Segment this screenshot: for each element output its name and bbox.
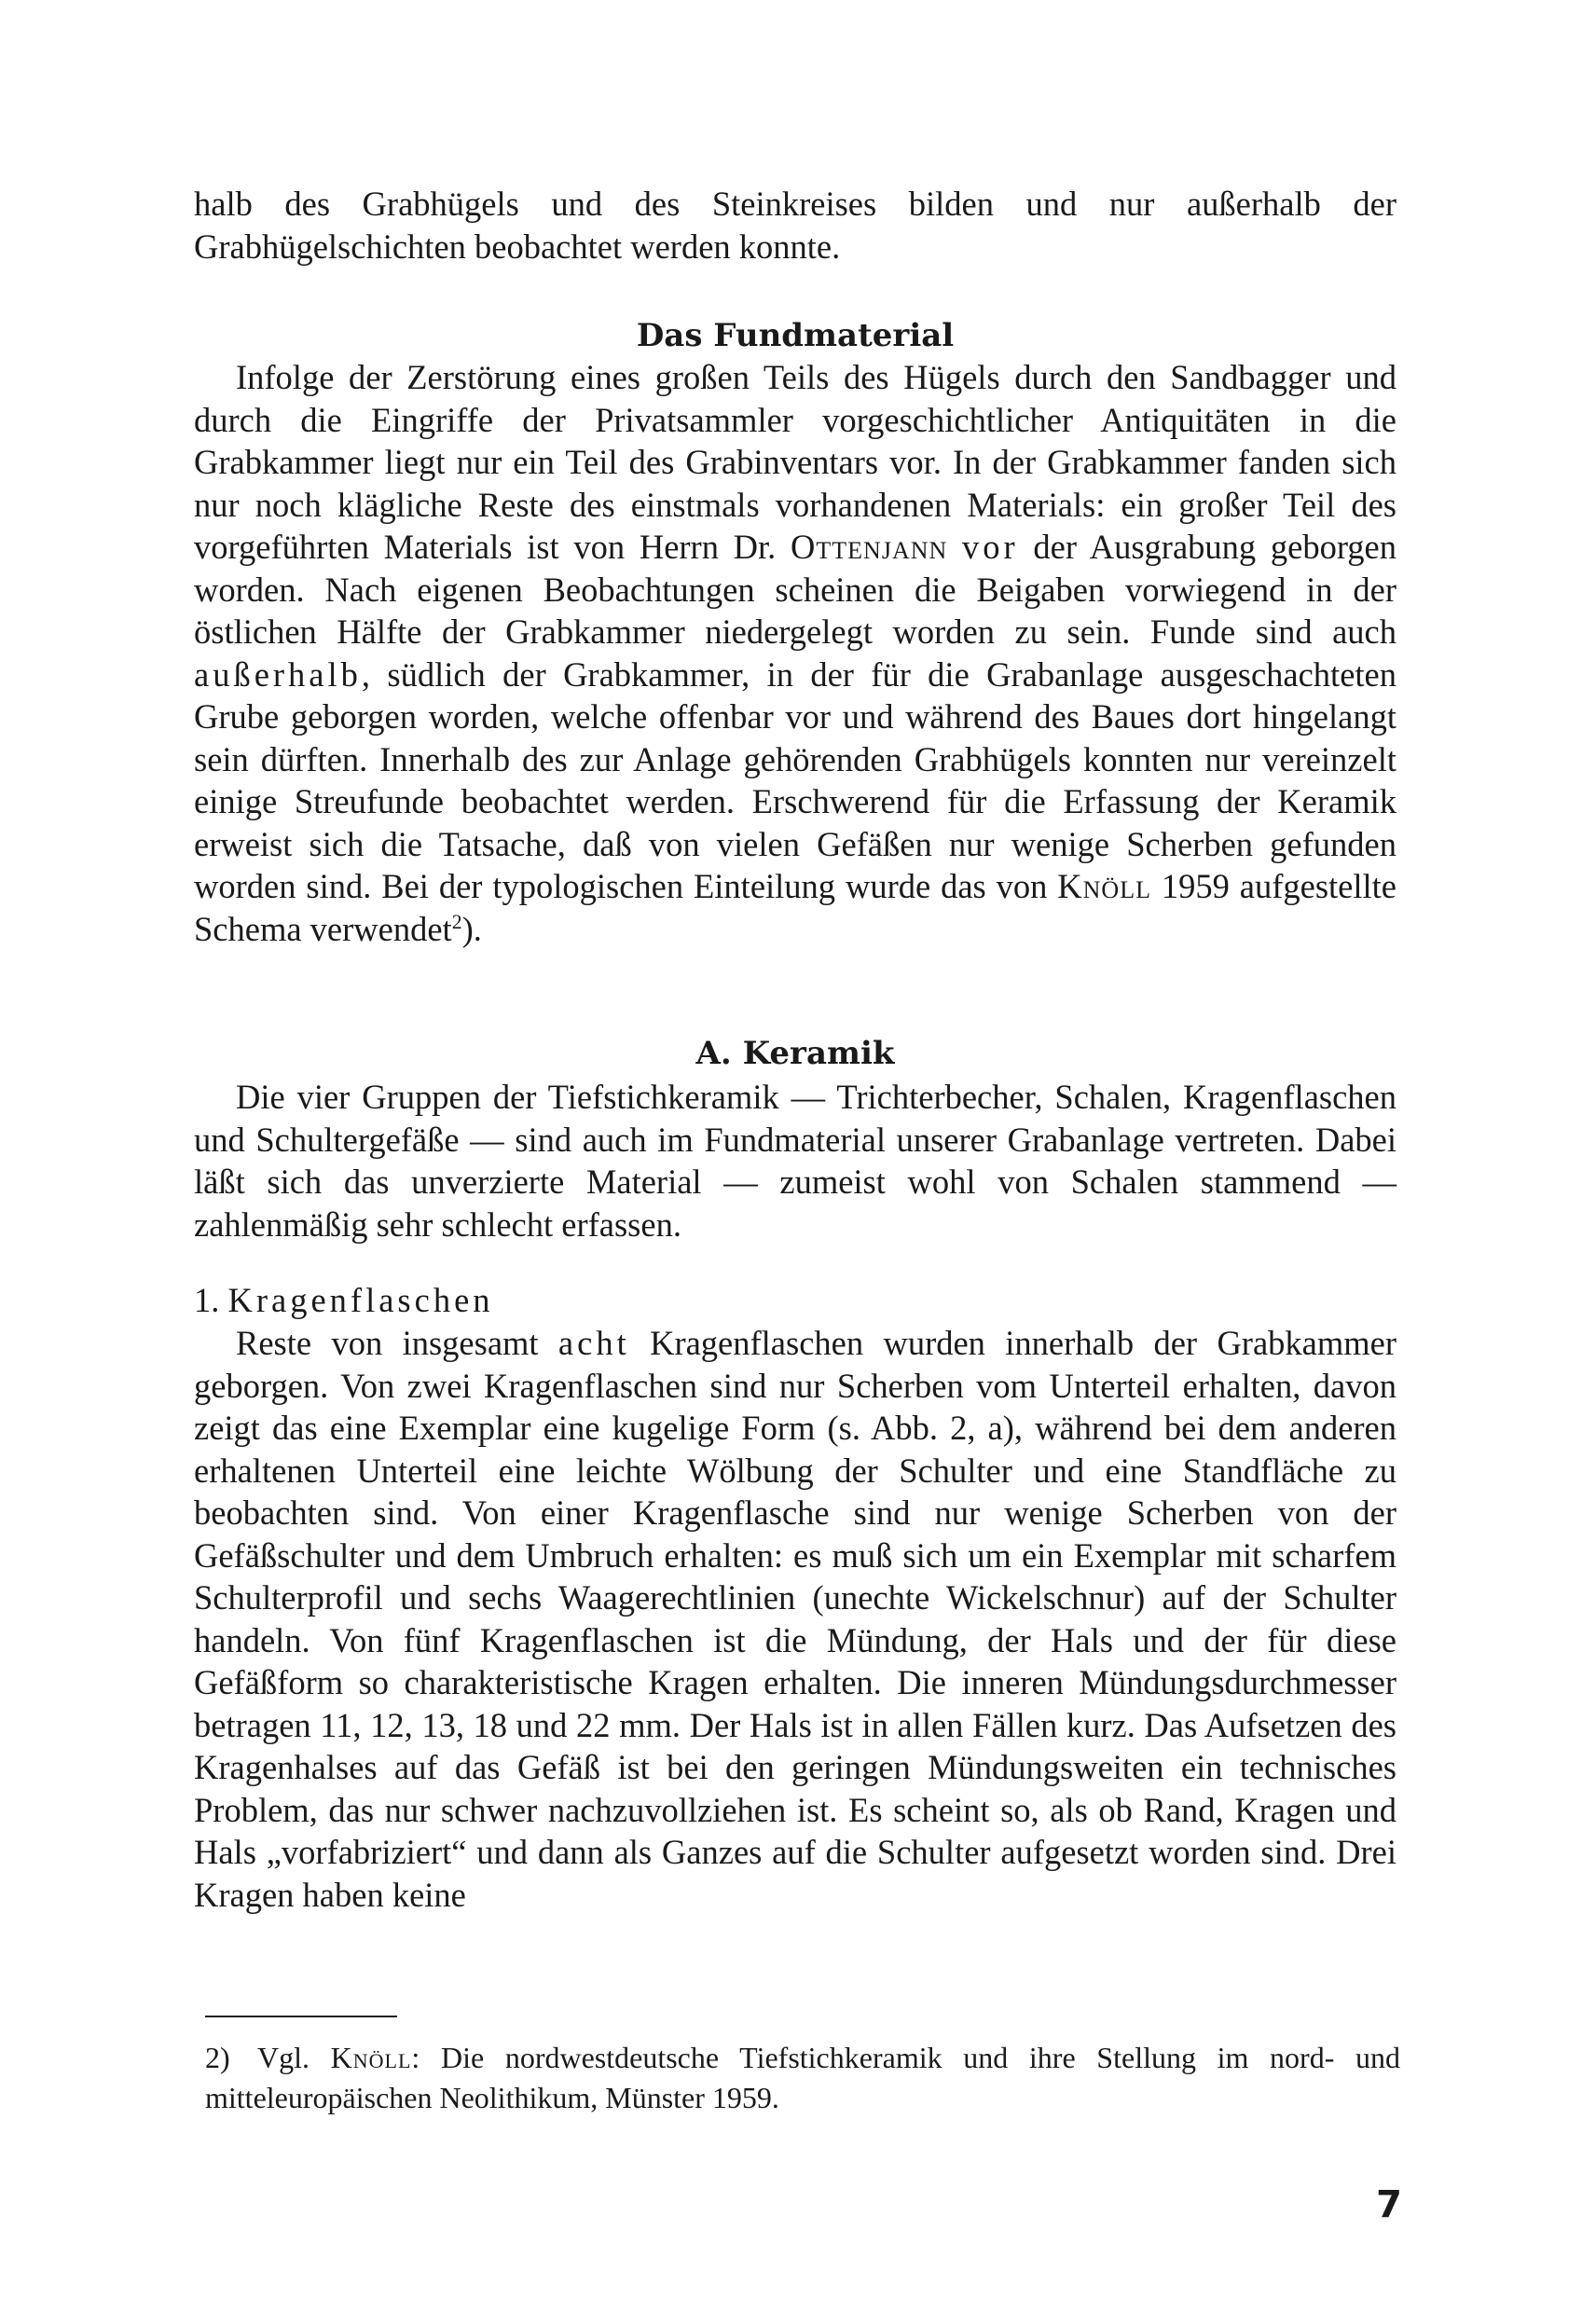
section-heading-keramik: A. Keramik (695, 1035, 895, 1072)
paragraph-text: Kragenflaschen wurden innerhalb der Grabkammer geborgen. Von zwei Kragenflaschen sind nur Scherben vom Unterteil erhalten, davon zeigt das eine Exemplar eine kugelige Form (s. Abb. 2, a), während bei dem anderen erhaltenen Unterteil eine leichte Wölbung der Schulter und eine Standfläche zu beobachten sind. Von einer Kragenflasche sind nur wenige Scherben von der Gefäßschulter und dem Umbruch erhalten: es muß sich um ein Exemplar mit scharfem Schulterprofil und sechs Waagerechtlinien (unechte Wickelschnur) auf der Schulter handeln. Von fünf Kragenflaschen ist die Mündung, der Hals und der für diese Gefäßform so charakteristische Kragen erhalten. Die inneren Mündungsdurchmesser betragen 11, 12, 13, 18 und 22 mm. Der Hals ist in allen Fällen kurz. Das Aufsetzen des Kragenhalses auf das Gefäß ist bei den geringen Mündungsweiten ein technisches Problem, das nur schwer nachzuvollziehen ist. Es scheint so, als ob Rand, Kragen und Hals „vorfabriziert“ und dann als Ganzes auf die Schulter aufgesetzt worden sind. Drei Kragen haben keine (194, 1324, 1397, 1914)
intro-paragraph (194, 183, 1396, 268)
fundmaterial-text (194, 356, 1396, 950)
keramik-paragraph (194, 1076, 1396, 1245)
paragraph-text: 1959 aufgestellte Schema verwendet (194, 867, 1396, 948)
footnote-reference: 2 (451, 909, 462, 933)
author-name: Knöll (1057, 867, 1151, 905)
footnote-divider (205, 2016, 397, 2017)
paragraph-text: Infolge der Zerstörung eines großen Teils des Hügels durch den Sandbagger und durch die Eingriffe der Privatsammler vorgeschichtlicher Antiquitäten in die Grabkammer liegt nur ein Teil des Grabinventars vor. In der Grabkammer fanden sich nur noch klägliche Reste des einstmals vorhandenen Materials: ein großer Teil des vorgeführten Materials ist von Herrn Dr. (194, 358, 1396, 566)
footnote-text: : Die nordwestdeutsche Tiefstichkeramik und ihre Stellung im nord- und mitteleuropäischen Neolithikum, Münster 1959. (205, 2041, 1401, 2114)
author-name: Knöll (330, 2041, 412, 2074)
paragraph-text: , südlich der Grabkammer, in der für die Grabanlage ausgeschachteten Grube geborgen worden, welche offenbar vor und während des Baues dort hingelangt sein dürften. Innerhalb des zur Anlage gehörenden Grabhügels konnten nur vereinzelt einige Streufunde beobachtet werden. Erschwerend für die Erfassung der Keramik erweist sich die Tatsache, daß von vielen Gefäßen nur wenige Scherben gefunden worden sind. Bei der typologischen Einteilung wurde das von (194, 654, 1396, 905)
paragraph-text: Reste von insgesamt (236, 1324, 558, 1362)
intro-text: halb des Grabhügels und des Steinkreises bilden und nur außerhalb der Grabhügelschichten beobachtet werden konnte. (194, 185, 1396, 266)
kragenflaschen-paragraph (194, 1322, 1396, 1916)
footnote-marker: 2) (205, 2041, 230, 2074)
emphasis-text: vor (962, 528, 1019, 566)
subsection-heading (194, 1279, 1396, 1322)
emphasis-text: acht (557, 1324, 630, 1362)
paragraph-text: der Ausgrabung geborgen worden. Nach eigenen Beobachtungen scheinen die Beigaben vorwiegend in der östlichen Hälfte der Grabkammer niedergelegt worden zu sein. Funde sind auch (194, 528, 1397, 651)
subsection-number: 1. (194, 1281, 220, 1319)
emphasis-text: außerhalb (194, 654, 362, 694)
subsection-title: Kragenflaschen (227, 1281, 494, 1319)
footnote-text: Vgl. (257, 2041, 331, 2074)
keramik-text: Die vier Gruppen der Tiefstichkeramik — Trichterbecher, Schalen, Kragenflaschen und Schultergefäße — sind auch im Fundmaterial unserer Grabanlage vertreten. Dabei läßt sich das unverzierte Material — zumeist wohl von Schalen stammend — zahlenmäßig sehr schlecht erfassen. (194, 1078, 1396, 1244)
author-name: Ottenjann (791, 528, 948, 566)
fundmaterial-paragraph (194, 356, 1396, 950)
page-number: 7 (1376, 2183, 1402, 2226)
section-heading-fundmaterial: Das Fundmaterial (636, 317, 955, 354)
kragenflaschen-text (194, 1322, 1396, 1916)
paragraph-text: ). (461, 909, 482, 948)
footnote (205, 2038, 1400, 2118)
